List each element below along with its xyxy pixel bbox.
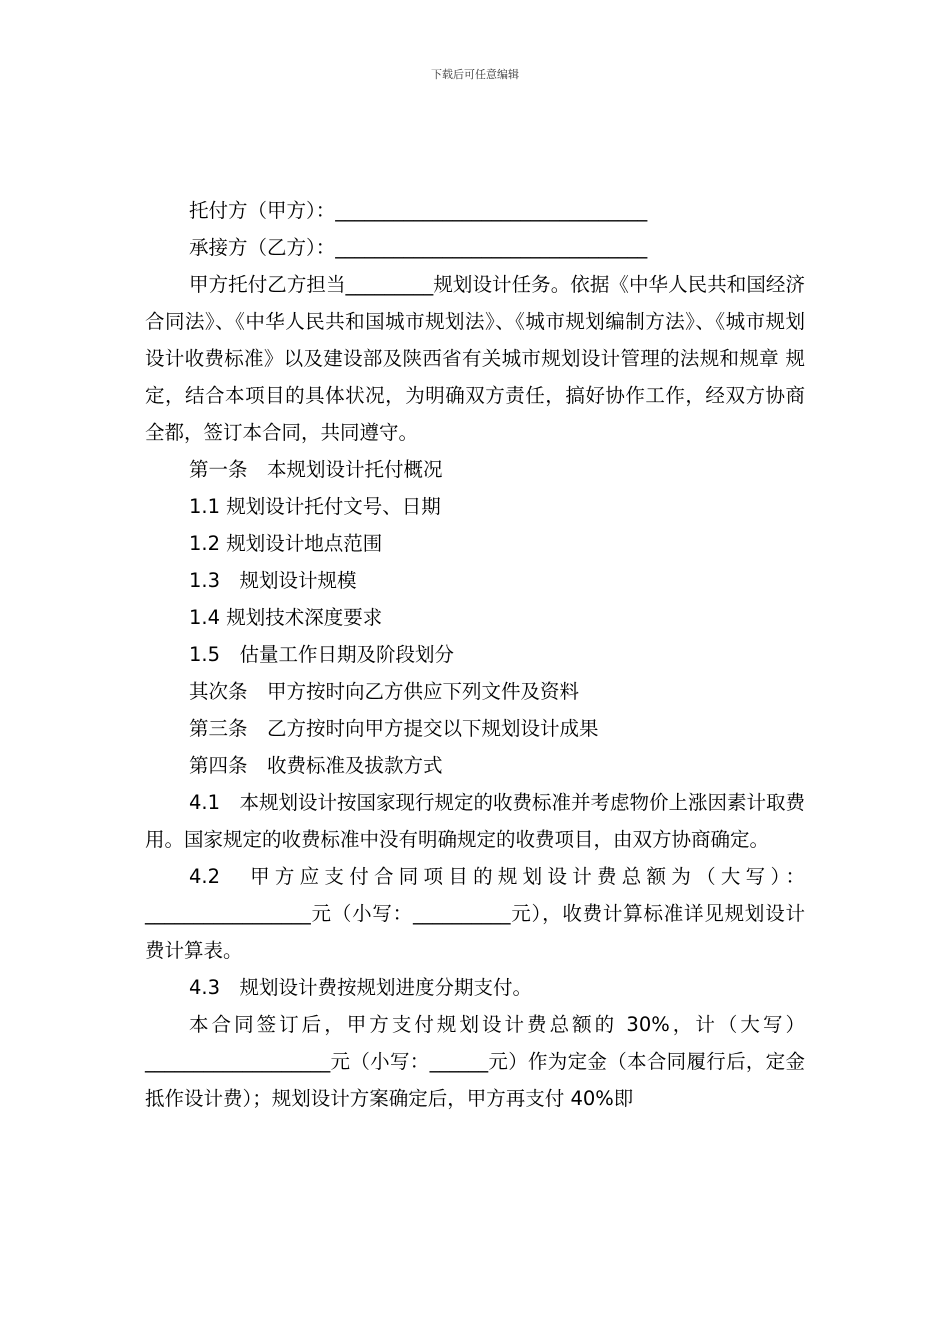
article-3-heading: 第三条 乙方按时向甲方提交以下规划设计成果 [189,717,599,740]
header-note: 下载后可任意编辑 [431,68,519,81]
article-1-heading: 第一条 本规划设计托付概况 [189,458,443,481]
item-1-4: 1.4 规划技术深度要求 [189,606,383,629]
item-1-1: 1.1 规划设计托付文号、日期 [189,495,441,518]
item-1-3: 1.3 规划设计规模 [189,569,357,592]
party-b-line: 承接方（乙方）：________________________________ [189,236,648,259]
item-4-2: 4.2 甲方应支付合同项目的规划设计费总额为（大写）：_________________元（小写：__________元），收费计算标准详见规划设计费计算表。 [145,865,805,962]
payment-paragraph: 本合同签订后，甲方支付规划设计费总额的 30%，计（大写）___________________元（小写：______元）作为定金（本合同履行后，定金抵作设计费）；规划设计方案确定后，甲方再支付 40%即 [145,1013,805,1110]
party-a-line: 托付方（甲方）：________________________________ [189,199,648,222]
item-1-2: 1.2 规划设计地点范围 [189,532,383,555]
article-2-heading: 其次条 甲方按时向乙方供应下列文件及资料 [189,680,580,703]
item-1-5: 1.5 估量工作日期及阶段划分 [189,643,455,666]
item-4-1: 4.1 本规划设计按国家现行规定的收费标准并考虑物价上涨因素计取费用。国家规定的收费标准中没有明确规定的收费项目，由双方协商确定。 [145,791,806,851]
intro-paragraph: 甲方托付乙方担当_________规划设计任务。依据《中华人民共和国经济合同法》、《中华人民共和国城市规划法》、《城市规划编制方法》、《城市规划设计收费标准》以及建设部及陕西省有关城市规划设计管理的法规和规章 规定，结合本项目的具体状况，为明确双方责任，搞好协作工作，经双方协商全都，签订本合同，共同遵守。 [145,273,805,444]
item-4-3: 4.3 规划设计费按规划进度分期支付。 [189,976,533,999]
article-4-heading: 第四条 收费标准及拔款方式 [189,754,443,777]
contract-body [145,192,805,1117]
